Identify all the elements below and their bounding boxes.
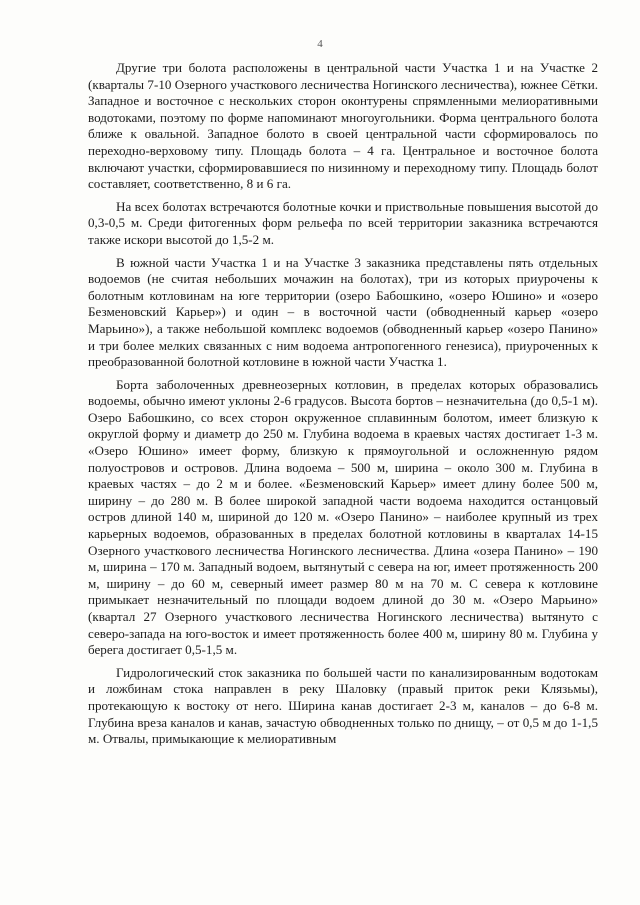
document-body: [88, 60, 598, 754]
paragraph-hydrology: Гидрологический сток заказника по большей части по канализированным водотокам и ложбинам стока направлен в реку Шаловку (правый приток реки Клязьмы), протекающую к востоку от него. Ширина канав достигает 2-3 м, каналов – до 6-8 м. Глубина вреза каналов и канав, зачастую обводненных только по днищу, – от 0,5 м до 1-1,5 м. Отвалы, примыкающие к мелиоративным: [88, 664, 598, 747]
paragraph-basin-slopes: Борта заболоченных древнеозерных котловин, в пределах которых образовались водоемы, обычно имеют уклоны 2-6 градусов. Высота бортов – незначительна (до 0,5-1 м). Озеро Бабошкино, со всех сторон окруженное сплавинным болотом, имеет близкую к округлой форму и диаметр до 250 м. Глубина водоема в краевых частях достигает 1-3 м. «Озеро Юшино» имеет форму, близкую к прямоугольной и осложненную рядом полуостровов и островов. Длина водоема – 500 м, ширина – около 300 м. Глубина в краевых частях – до 2 м и более. «Безменовский Карьер» имеет длину более 500 м, ширину – до 280 м. В более широкой западной части водоема находится останцовый остров длиной 140 м, шириной до 120 м. «Озеро Панино» – наиболее крупный из трех карьерных водоемов, образованных в пределах болотной котловины в кварталах 14-15 Озерного участкового лесничества Ногинского лесничества. Длина «озера Панино» – 190 м, ширина – 170 м. Западный водоем, вытянутый с севера на юг, имеет протяженность 200 м, ширину – до 60 м, северный имеет размер 80 м на 70 м. С севера к котловине примыкает незначительный по площади водоем длиной до 30 м. «Озеро Марьино» (квартал 27 Озерного участкового лесничества Ногинского лесничества) вытянуто с северо-запада на юго-восток и имеет протяженность более 400 м, ширину 80 м. Глубина у берега достигает 0,5-1,5 м.: [88, 376, 598, 658]
page-number: 4: [317, 38, 323, 50]
paragraph-bog-hummocks: На всех болотах встречаются болотные кочки и приствольные повышения высотой до 0,3-0,5 м. Среди фитогенных форм рельефа по всей территории заказника встречаются также искори высотой до 1,5-2 м.: [88, 198, 598, 247]
paragraph-water-bodies: В южной части Участка 1 и на Участке 3 заказника представлены пять отдельных водоемов (не считая небольших мочажин на болотах), три из которых приурочены к болотным котловинам на юге территории (озеро Бабошкино, «озеро Юшино» и «озеро Безменовский Карьер») и один – в восточной части (обводненный карьер «озеро Марьино»), а также небольшой комплекс водоемов (обводненный карьер «озеро Панино» и три более мелких связанных с ним водоема антропогенного генезиса), приуроченных к преобразованной болотной котловине в южной части Участка 1.: [88, 254, 598, 370]
paragraph-bogs-central: Другие три болота расположены в центральной части Участка 1 и на Участке 2 (кварталы 7-10 Озерного участкового лесничества Ногинского лесничества), южнее Сётки. Западное и восточное с нескольких сторон оконтурены спрямленными мелиоративными водотоками, поэтому по форме напоминают многоугольники. Форма центрального болота ближе к овальной. Западное болото в своей центральной части сформировалось по переходно-верховому типу. Площадь болота – 4 га. Центральное и восточное болота включают участки, сформировавшиеся по низинному и переходному типу. Площадь болот составляет, соответственно, 8 и 6 га.: [88, 60, 598, 192]
